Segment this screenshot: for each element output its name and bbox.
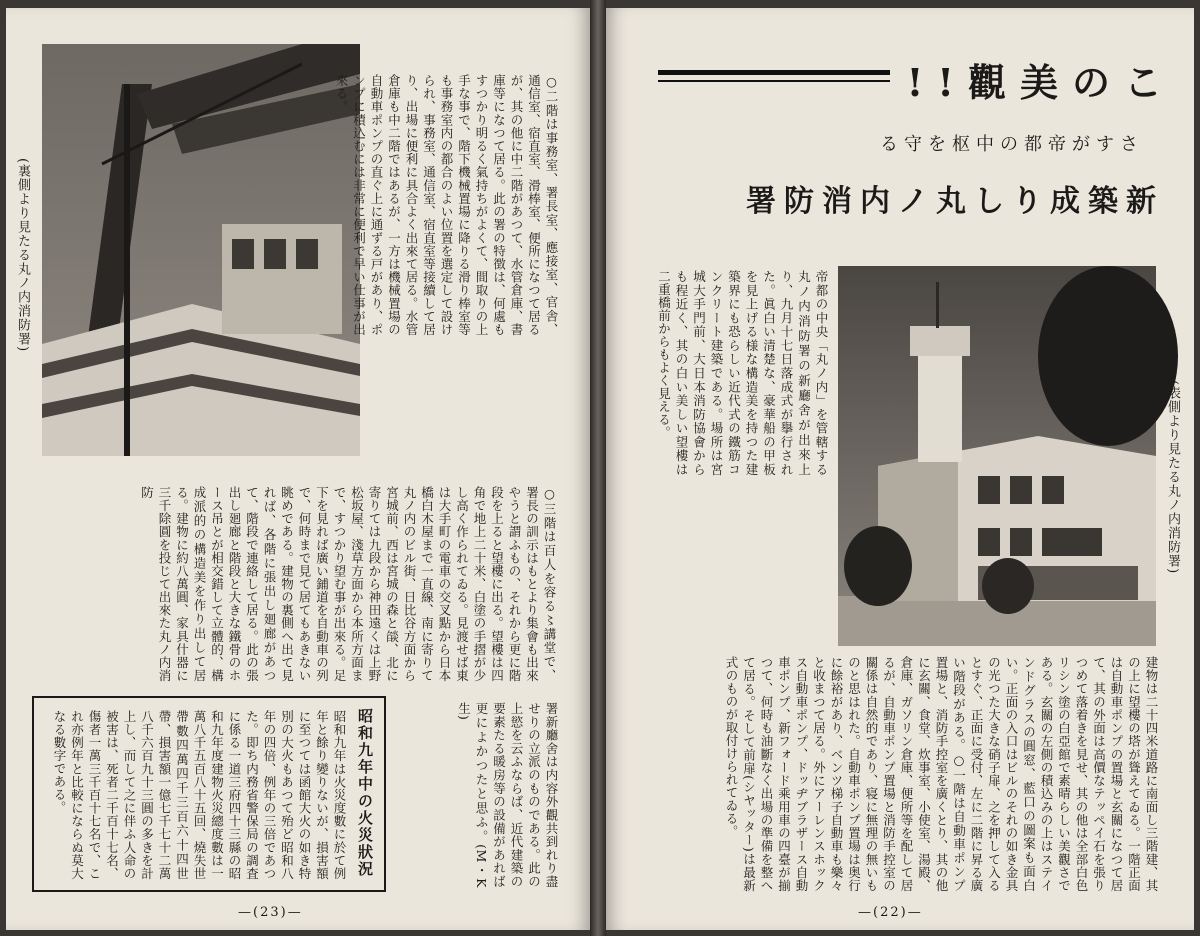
book-gutter [590, 0, 606, 936]
fire-statistics-box [32, 696, 386, 892]
front-view-photo [838, 266, 1156, 646]
title-rule-thick [658, 70, 890, 75]
page-22 [606, 8, 1194, 930]
page-number-23: —(23)— [238, 905, 303, 920]
feature-subtitle: さすが帝都の中枢を守る [880, 134, 1144, 155]
page-number-23-value: 23 [260, 905, 281, 920]
page-number-22: —(22)— [858, 905, 923, 920]
page-number-22-value: 22 [880, 905, 901, 920]
left-lower-text: 署新廳舍は内容外觀共到れり盡せりの立派のものである。此の上慾を云ふならば、近代建築の要素たる暖房等の設備があれば更によかつたと思ふ。(M・K生) [456, 702, 559, 888]
rear-view-photo [42, 44, 360, 456]
front-photo-caption: (表側より見たる丸ノ内消防署) [1165, 380, 1180, 575]
feature-headline: 新築成りし丸ノ内消防署 [746, 184, 1164, 219]
right-intro-text: 帝都の中央「丸ノ内」を管轄する丸ノ内消防署の新廳舍が出來上り、九月十七日落成式が擧行された。眞白い清楚な、豪華船の甲板を見上げる様な構造美を持つた建築界にも恐らしい近代式の鐵筋コンクリート建築である。場所は宮城大手門前、大日本消防協會からも程近く、其の白い美しい望樓は二重橋前からもよく見える。 [656, 270, 829, 476]
feature-title: この美觀!! [906, 60, 1176, 105]
fire-station-front-image [838, 266, 1156, 646]
fire-statistics-title: 昭和九年中の火災狀況 [356, 708, 374, 878]
rear-photo-caption: (裏側より見たる丸ノ内消防署) [15, 158, 30, 353]
title-rule-thin [658, 80, 890, 82]
page-23 [6, 8, 590, 930]
left-upper-text: ○二階は事務室、署長室、應接室、官舎、通信室、宿直室、滑棒室、便所になつて居るが、其の他に中二階があつて、水管倉庫、書庫等になつて居る。此の署の特徴は、何處もすつかり明るく氣持ちがよくて、間取りの上手な事で、階下機械置場に降りる滑り棒室等も事務室内の都合のよい位置を選定して設けられ、事務室、通信室、宿直室等接續して居り、出場に便利に具合よく出來て居る。水管倉庫も中二階ではあるが、一方は機械置場の自動車ポンプの直ぐ上に通ずる戸があり、ポンプに積込むには非常に便利で早い仕事が出來る。 [334, 74, 559, 336]
left-middle-text: ○三階は百人を容る〻講堂で、署長の訓示はもとより集會も出來やうと謂ふもの、それから更に階段を上ると望樓に出る。望樓は四角で地上二十米、白塗の手摺が少し高く作られてゐる。見渡せば東は大手町の電車の交叉點から日本橋白木屋まで一直線、南に寄りて丸ノ内のビル街、日比谷方面から宮城前、西は宮城の森と燄、北に寄りては九段から神田遠くは上野松坂屋、淺草方面から本所方面まで、すつかり望む事が出來る。足下を見れば廣い鋪道を自動車の列で、何時まで見て居てもあきない眺めである。建物の裏側へ出て見れば、各階に張出し廻廊があつて、階段で連絡して居る。此の張出し廻廊と階段と大きな鐵骨のホース吊とが相交錯して立體的、構成派的の構造美を作り出して居る。建物に約八萬圓、家具什器に三千除圓を投じて出來た丸ノ内消防 [139, 486, 557, 682]
fire-station-rear-image [42, 44, 360, 456]
fire-statistics-text: 昭和九年は火災度數に於て例年と餘り變りないが、損害額に至つては函館大火の如き特別の大火もあつて殆ど昭和八年の四倍、例年の三倍であつた。即ち内務省警保局の調査に係る一道三府四十三縣の昭和九年度建物火災總度數は一萬八千五百八十五回、燒失世帶數四萬四千三百六十四世帶、損害額一億七千七十二萬八千六百九十三圓の多きを計上し、而して之に伴ふ人命の被害は、死者二千百十七名、傷者一萬三千百十七名で、これ亦例年と比較にならぬ莫大なる數字である。 [52, 710, 347, 880]
right-lower-text: 建物は二十四米道路に南面し三階建、其の上に望樓の塔が聳えてゐる。一階正面は自動車ポンプの置場と玄關になつて居て、其の外面は高價なテッペイ石を張りつめて落着きを見せ、其の他は全部白色リシン塗の白亞館で素晴らしい美觀さである。玄關の左側の積込みの上はステインドグラスの圓窓、藍口の圖案も面白い。正面の入口はビルのそれの如き金具の光つた大きな硝子扉、之を押して入るとすぐ、正面に受付、左に二階に昇る廣い階段がある。○一階は自動車ポンプ置場と、消防手控室を廣くとり、其の他に玄關、食堂、炊事室、小使室、湯殿、倉庫、ガソリン倉庫、便所等を配して居るが、自動車ポンプ置場と消防手控室の關係は自然的であり、寝に無理の無いものと思はれた。自動車ポンプ置場は奥行に餘裕があり、ベンツ梯子自動車も樂々と收まつて居る。外にアーレンスホックス自動車ポンプ、ドッヂブラザース自動車ポンプ、新フォード乘用車の四臺が揃つて、何時も油斷なく出場の準備を整へて居る。そして前扉(シヤッター)は最新式のものが取付けられてゐる。 [724, 656, 1159, 892]
